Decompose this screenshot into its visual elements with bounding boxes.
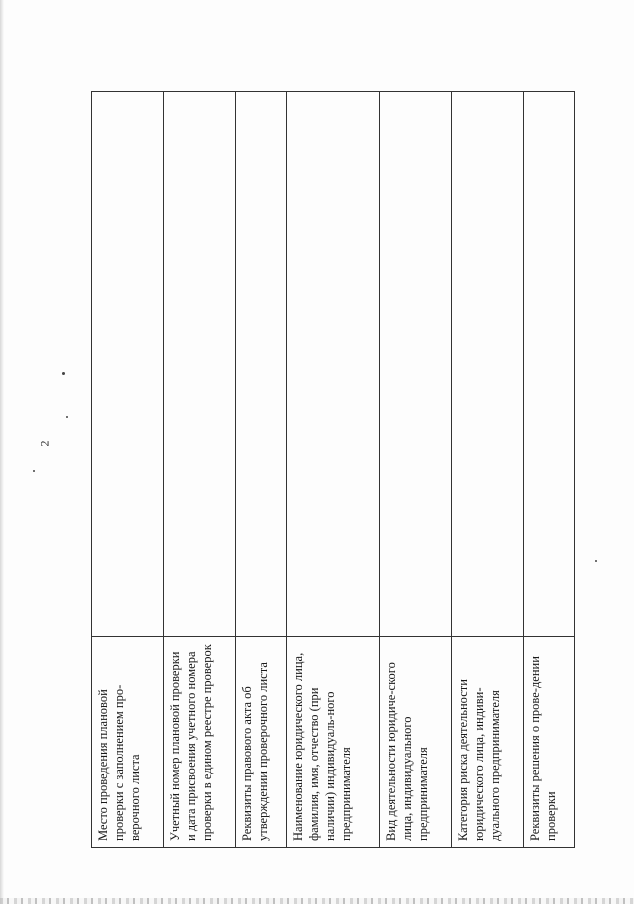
row-label: Учетный номер плановой проверки и дата присвоения учетного номера проверки в едином реестре проверок [163,637,235,848]
row-value[interactable] [523,92,574,637]
table-row [163,92,235,848]
row-label: Место проведения плановой проверки с заполнением про-верочного листа [92,637,164,848]
scan-speck [66,416,68,418]
row-value[interactable] [92,92,164,637]
table-row [92,92,164,848]
row-value[interactable] [235,92,286,637]
row-label: Реквизиты решения о прове-дении проверки [523,637,574,848]
row-value[interactable] [287,92,380,637]
scan-speck [595,560,597,562]
table-row [523,92,574,848]
scan-edge-left [0,0,4,904]
table-row [287,92,380,848]
row-value[interactable] [451,92,523,637]
row-label: Категория риска деятельности юридического лица, индиви-дуального предпринимателя [451,637,523,848]
table-row [235,92,286,848]
row-value[interactable] [379,92,451,637]
scan-edge-bottom [0,898,634,904]
row-label: Реквизиты правового акта об утверждении проверочного листа [235,637,286,848]
row-label: Наименование юридического лица, фамилия, имя, отчество (при наличии) индивидуаль-ного предпринимателя [287,637,380,848]
checklist-table [91,91,575,848]
scan-speck [62,372,65,375]
row-value[interactable] [163,92,235,637]
row-label: Вид деятельности юридиче-ского лица, индивидуального предпринимателя [379,637,451,848]
scan-speck [33,470,35,472]
table-row [379,92,451,848]
rotated-table-wrapper [91,91,575,848]
page-number: 2 [37,440,52,447]
table-row [451,92,523,848]
